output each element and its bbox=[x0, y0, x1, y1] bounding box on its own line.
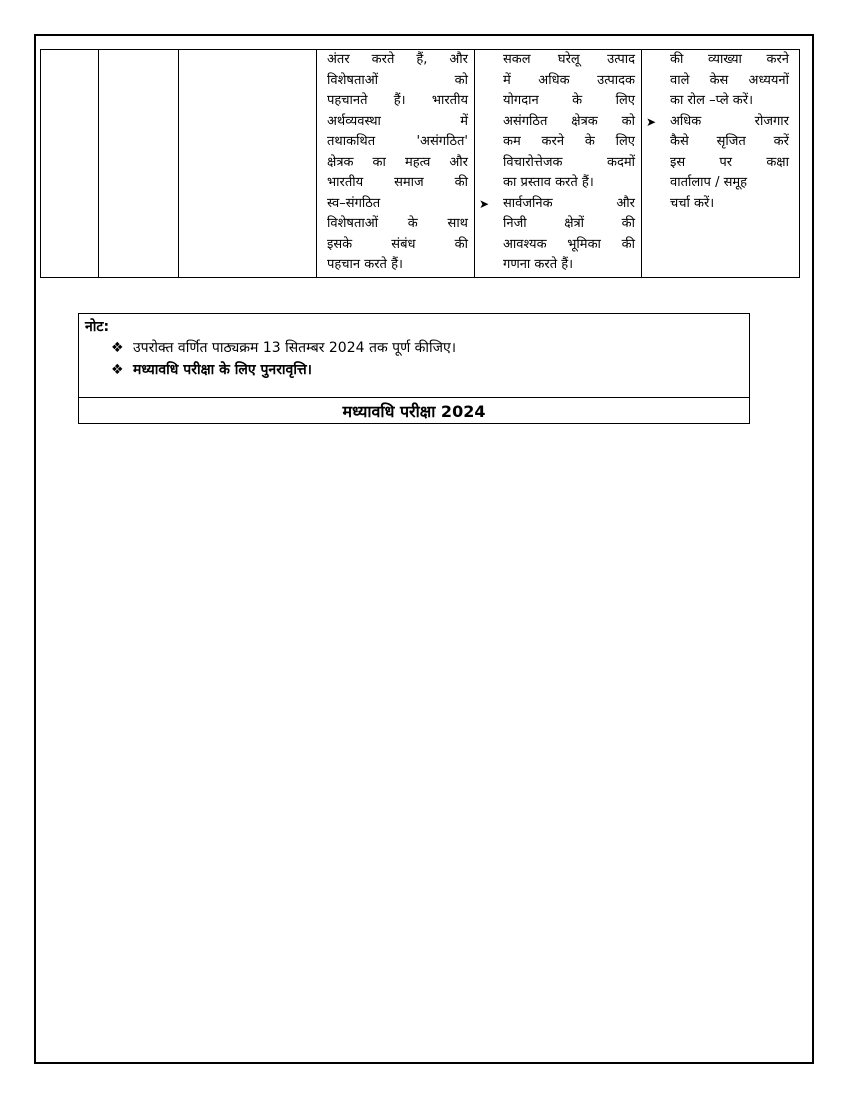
text-line: योगदान के लिए bbox=[503, 93, 635, 108]
text-line: का प्रस्ताव करते हैं। bbox=[503, 175, 594, 190]
text-line: अर्थव्यवस्था में bbox=[327, 113, 468, 129]
arrow-bullet-icon: ➤ bbox=[479, 196, 490, 211]
table-row bbox=[41, 50, 800, 278]
text-line: चर्चा करें। bbox=[670, 195, 715, 211]
suggested-activities-cell bbox=[475, 50, 642, 278]
text-line: विचारोत्तेजक कदमों bbox=[503, 154, 635, 170]
text-line: पहचानते हैं। भारतीय bbox=[327, 93, 468, 108]
text-line: पहचान करते हैं। bbox=[327, 257, 403, 272]
divider bbox=[79, 397, 749, 398]
text-line: स्व–संगठित bbox=[327, 195, 381, 211]
note-label: नोट: bbox=[85, 319, 110, 335]
text-line: विशेषताओं के साथ bbox=[327, 216, 468, 231]
text-line: कैसे सृजित करें bbox=[670, 134, 789, 149]
text-line: वार्तालाप / समूह bbox=[670, 175, 748, 190]
text-line: वाले केस अध्ययनों bbox=[670, 72, 789, 88]
note-item-text: मध्यावधि परीक्षा के लिए पुनरावृत्ति। bbox=[133, 362, 312, 378]
text-line: की व्याख्या करने bbox=[670, 52, 789, 67]
learning-experiences-cell bbox=[642, 50, 800, 278]
text-line: असंगठित क्षेत्रक को bbox=[503, 113, 635, 129]
learning-outcomes-cell bbox=[317, 50, 475, 278]
text-line: क्षेत्रक का महत्व और bbox=[327, 154, 468, 170]
text-line: में अधिक उत्पादक bbox=[503, 72, 635, 88]
text-line: सकल घरेलू उत्पाद bbox=[503, 52, 635, 67]
note-item bbox=[111, 360, 312, 379]
text-line: इसके संबंध की bbox=[327, 236, 468, 252]
bullet-text-block bbox=[479, 50, 635, 194]
text-line: अधिक रोजगार bbox=[670, 113, 789, 129]
table-cell-empty-1 bbox=[41, 50, 99, 278]
note-box bbox=[78, 313, 750, 424]
syllabus-table bbox=[40, 49, 800, 278]
arrow-bullet-icon: ➤ bbox=[646, 114, 657, 129]
diamond-bullet-icon: ❖ bbox=[111, 339, 124, 356]
text-line: का रोल –प्ले करें। bbox=[670, 93, 754, 108]
exam-title: मध्यावधि परीक्षा 2024 bbox=[342, 402, 486, 421]
table-cell-empty-3 bbox=[179, 50, 317, 278]
text-line: गणना करते हैं। bbox=[503, 257, 574, 272]
text-line: निजी क्षेत्रों की bbox=[503, 216, 635, 231]
table-cell-empty-2 bbox=[99, 50, 179, 278]
text-line: तथाकथित 'असंगठित' bbox=[327, 134, 468, 149]
text-line: अंतर करते हैं, और bbox=[327, 52, 468, 67]
text-line: भारतीय समाज की bbox=[327, 175, 468, 190]
note-item bbox=[111, 338, 456, 357]
bullet-item bbox=[646, 112, 789, 215]
text-line: आवश्यक भूमिका की bbox=[503, 236, 635, 252]
note-item-text: उपरोक्त वर्णित पाठ्यक्रम 13 सितम्बर 2024 तक पूर्ण कीजिए। bbox=[133, 340, 457, 356]
bullet-item bbox=[479, 194, 635, 276]
text-line: विशेषताओं को bbox=[327, 72, 468, 88]
text-line: इस पर कक्षा bbox=[670, 154, 789, 170]
text-line: सार्वजनिक और bbox=[503, 195, 635, 211]
diamond-bullet-icon: ❖ bbox=[111, 361, 124, 378]
bullet-text-block bbox=[646, 50, 789, 112]
text-line: कम करने के लिए bbox=[503, 134, 635, 149]
